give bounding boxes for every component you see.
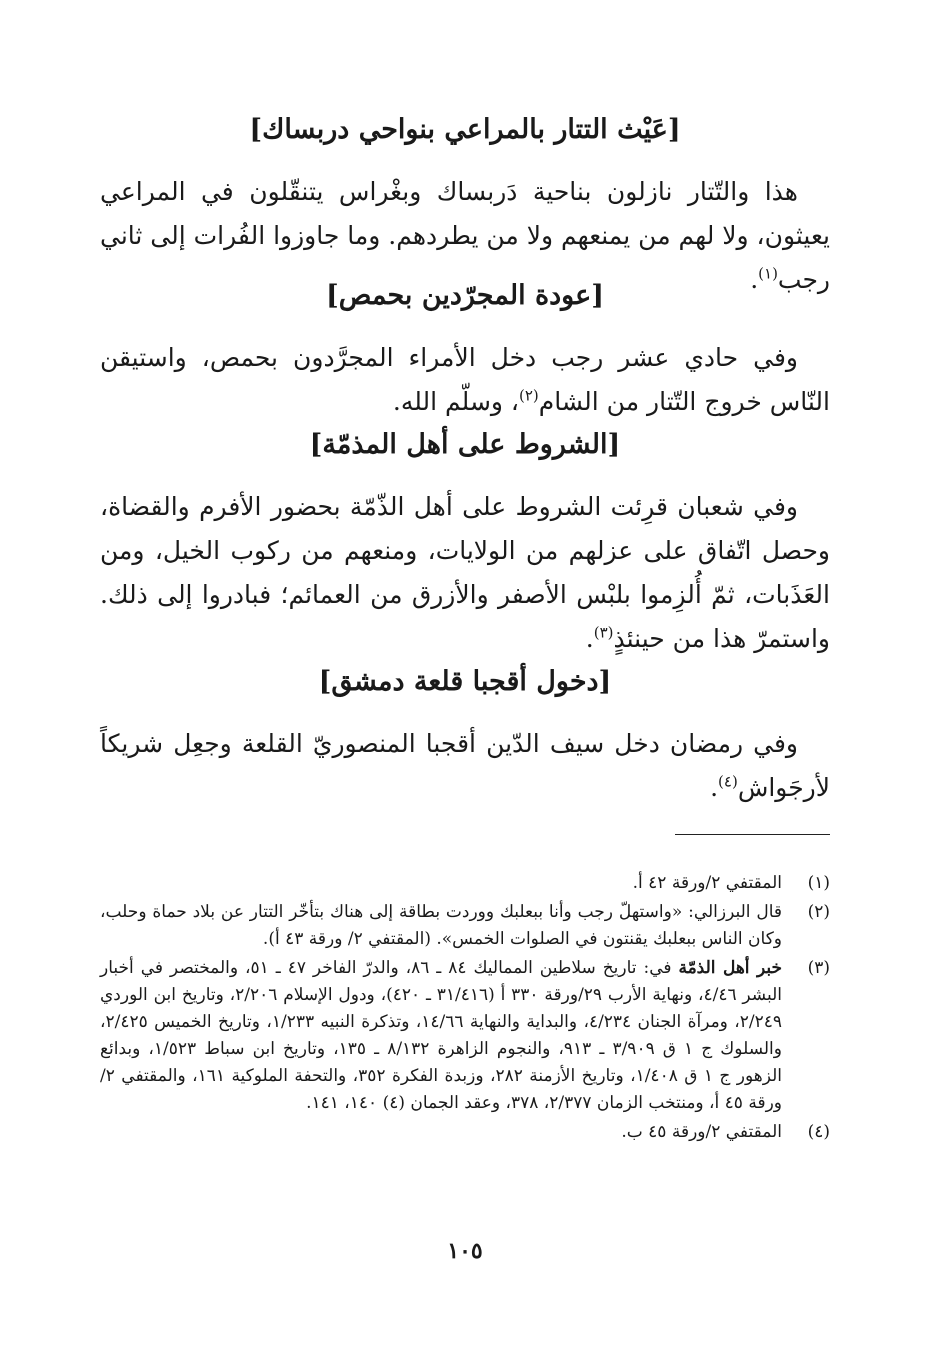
footnote-text: المقتفي ٢/ورقة ٤٥ ب. [621, 1122, 782, 1142]
footnote-text: المقتفي ٢/ورقة ٤٢ أ. [632, 873, 782, 893]
section-return-to-homs [100, 276, 830, 424]
footnote-item [100, 899, 830, 953]
footnotes [100, 870, 830, 1148]
section-paragraph [100, 722, 830, 810]
section-aqjaba-citadel [100, 662, 830, 810]
footnote-reference[interactable]: (١) [758, 264, 778, 283]
paragraph-end: . [585, 624, 594, 653]
paragraph-line: هذا والتّتار نازلون بناحية دَربساك وبغْراس يتنقّلون في المراعي يعيثون، [100, 177, 830, 250]
book-page [100, 100, 830, 1280]
footnote-item [100, 955, 830, 1117]
paragraph-end: . [710, 773, 719, 802]
section-dhimmi-conditions [100, 425, 830, 661]
section-tatar-pastures [100, 110, 830, 302]
paragraph-line: وحصل اتّفاق على عزلهم من الولايات، ومنعهم من ركوب الخيل، ومن [100, 536, 830, 565]
section-paragraph [100, 336, 830, 424]
paragraph-end: . [750, 265, 759, 294]
page-number: ١٠٥ [447, 1238, 483, 1264]
section-paragraph [100, 485, 830, 661]
paragraph-line: العَذَبات، ثمّ أُلزِموا بلبْس الأصفر والأزرق من العمائم؛ فبادروا إلى ذلك. [100, 580, 830, 609]
footnote-number: (١) [807, 873, 830, 893]
footnote-body [100, 955, 782, 1117]
paragraph-line: ولا لهم من يمنعهم ولا من يطردهم. وما جاوزوا الفُرات إلى ثاني رجب [99, 221, 830, 294]
footnote-number: (٤) [807, 1122, 830, 1142]
paragraph-line: وفي شعبان قرِئت الشروط على أهل الذّمّة بحضور الأفرم والقضاة، [100, 492, 798, 521]
section-heading: [عودة المجرّدين بحمص] [326, 280, 604, 311]
footnote-reference[interactable]: (٤) [718, 772, 738, 791]
paragraph-line: خروج التّتار من الشام [538, 387, 762, 416]
section-heading: [الشروط على أهل المذمّة] [309, 429, 621, 460]
footnote-number: (٣) [807, 958, 830, 978]
paragraph-line: وفي حادي عشر رجب دخل الأمراء المجرَّدون بحمص، واستيقن النّاس [100, 343, 830, 416]
paragraph-line: واستمرّ هذا من حينئذٍ [613, 624, 830, 653]
footnote-bold-lead: خبر أهل الذمّة [678, 958, 783, 978]
paragraph-line: لأرجَواش [737, 773, 830, 802]
footnote-reference[interactable]: (٢) [518, 386, 539, 405]
footnote-reference[interactable]: (٣) [593, 623, 614, 642]
footnote-text: قال البرزالي: «واستهلّ رجب وأنا ببعلبك ووردت بطاقة إلى هناك بتأخّر التتار عن بلاد حماة وحلب، وكان الناس ببعلبك يقنتون في الصلوات الخمس». (المقتفي ٢/ ورقة ٤٣ أ). [100, 902, 782, 949]
footnote-item [100, 1119, 830, 1146]
section-heading: [دخول أقجبا قلعة دمشق] [318, 666, 612, 697]
paragraph-line: وفي رمضان دخل سيف الدّين أقجبا المنصوريّ القلعة وجعِل شريكاً [100, 729, 798, 758]
footnote-item [100, 870, 830, 897]
footnote-number: (٢) [807, 902, 830, 922]
paragraph-end: ، وسلّم الله. [392, 387, 519, 416]
footnote-separator [675, 834, 830, 835]
section-heading: [عَيْث التتار بالمراعي بنواحي دربساك] [249, 114, 681, 145]
footnote-text: في: تاريخ سلاطين المماليك ٨٤ ـ ٨٦، والدرّ الفاخر ٤٧ ـ ٥١، والمختصر في أخبار البشر ٤/٤٦، ونهاية الأرب ٢٩/ورقة ٣٣٠ أ (٣١/٤١٦ ـ ٤٢٠)، ودول الإسلام ٢/٢٠٦، وتاريخ ابن الوردي ٢/٢٤٩، ومرآة الجنان ٤/٢٣٤، والبداية والنهاية ١٤/٦٦، وتذكرة النبيه ١/٢٣٣، وتاريخ الخميس ٢/٤٢٥، والسلوك ج ١ ق ٣/٩٠٩ ـ ٩١٣، والنجوم الزاهرة ٨/١٣٢ ـ ١٣٥، وتاريخ ابن سباط ١/٥٢٣، وبدائع الزهور ج ١ ق ١/٤٠٨، وتاريخ الأزمنة ٢٨٢، وزبدة الفكرة ٣٥٢، والتحفة الملوكية ١٦١، والمقتفي ٢/ورقة ٤٥ أ، ومنتخب الزمان ٢/٣٧٧، ٣٧٨، وعقد الجمان (٤) ١٤٠، ١٤١. [100, 958, 783, 1113]
